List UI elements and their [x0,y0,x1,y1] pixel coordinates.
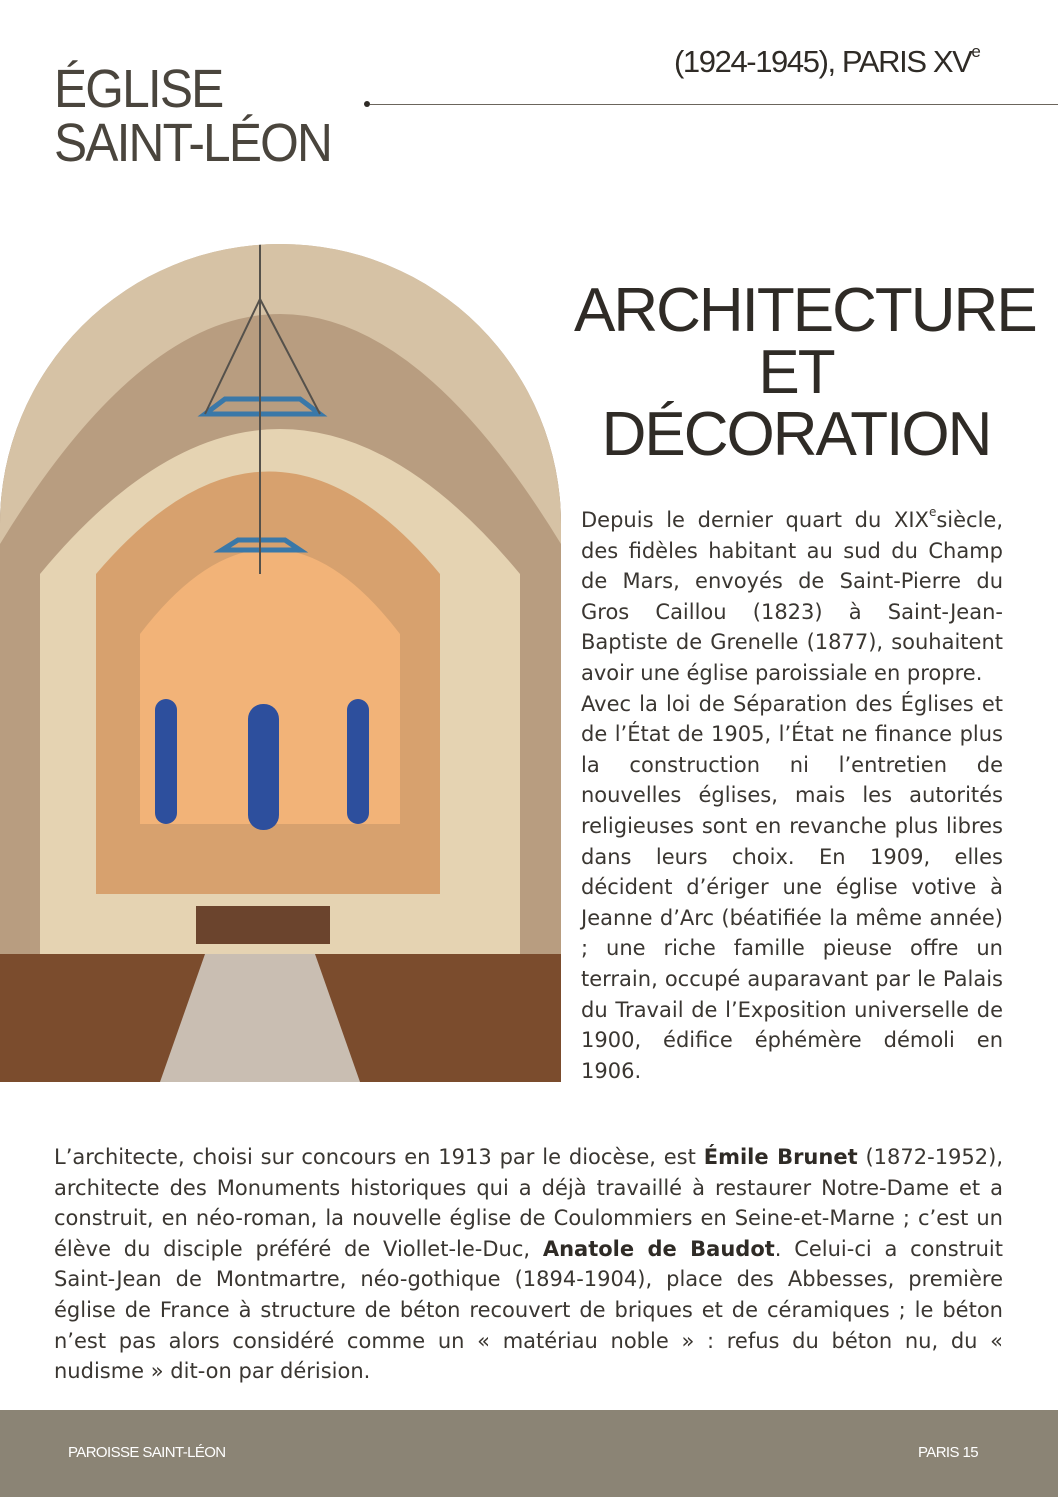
horizontal-rule [370,104,1058,105]
church-interior-photo [0,244,561,1082]
architect-name: Émile Brunet [703,1145,858,1169]
church-title [54,59,355,173]
arrondissement-suffix: e [971,41,980,61]
page-footer [0,1410,1058,1497]
period-and-location [674,41,980,80]
section-title-line-1: ARCHITECTURE [574,276,1036,345]
section-title-line-2: ET [758,338,834,407]
location: PARIS 15 [918,1444,978,1461]
paragraph-2: Avec la loi de Séparation des Églises et de l’État de 1905, l’État ne finance plus la construction ni l’entretien de nouvelles églises, mais les autorités religieuses sont en revanche plus libres dans leurs choix. En 1909, elles décident d’ériger une église votive à Jeanne d’Arc (béatifiée la même année) ; une riche famille pieuse offre un terrain, occupé auparavant par le Palais du Travail de l’Exposition universelle de 1900, édifice éphémère démoli en 1906. [581,691,1003,1083]
title-line-2: SAINT-LÉON [54,113,331,173]
architect-paragraph [54,1142,1003,1387]
church-interior-illustration [0,244,561,1082]
parish-name: PAROISSE SAINT-LÉON [68,1444,226,1461]
paragraph-3: L’architecte, choisi sur concours en 1913 par le diocèse, est Émile Brunet (1872-1952), architecte des Monuments historiques qui a déjà travaillé à restaurer Notre-Dame et a construit, en néo-roman, la nouvelle église de Coulommiers en Seine-et-Marne ; c’est un élève du disciple préféré de Viollet-le-Duc, Anatole de Baudot. Celui-ci a construit Saint-Jean de Montmartre, néo-gothique (1894-1904), place des Abbesses, première église de France à structure de béton recouvert de briques et de céramiques ; le béton n’est pas alors considéré comme un « matériau noble » : refus du béton nu, du « nudisme » dit-on par dérision. [54,1145,1004,1384]
section-title [574,276,1036,469]
right-column-text [581,500,1003,1086]
teacher-name: Anatole de Baudot [542,1236,775,1261]
paragraph-1: Depuis le dernier quart du XIXesiècle, des fidèles habitant au sud du Champ de Mars, envoyés de Saint-Pierre du Gros Caillou (1823) à Saint-Jean-Baptiste de Grenelle (1877), souhaitent avoir une église paroissiale en propre. [581,505,1003,685]
title-line-1: ÉGLISE [54,59,223,119]
period-text: (1924-1945), PARIS XV [674,44,972,79]
section-title-line-3: DÉCORATION [601,400,991,469]
